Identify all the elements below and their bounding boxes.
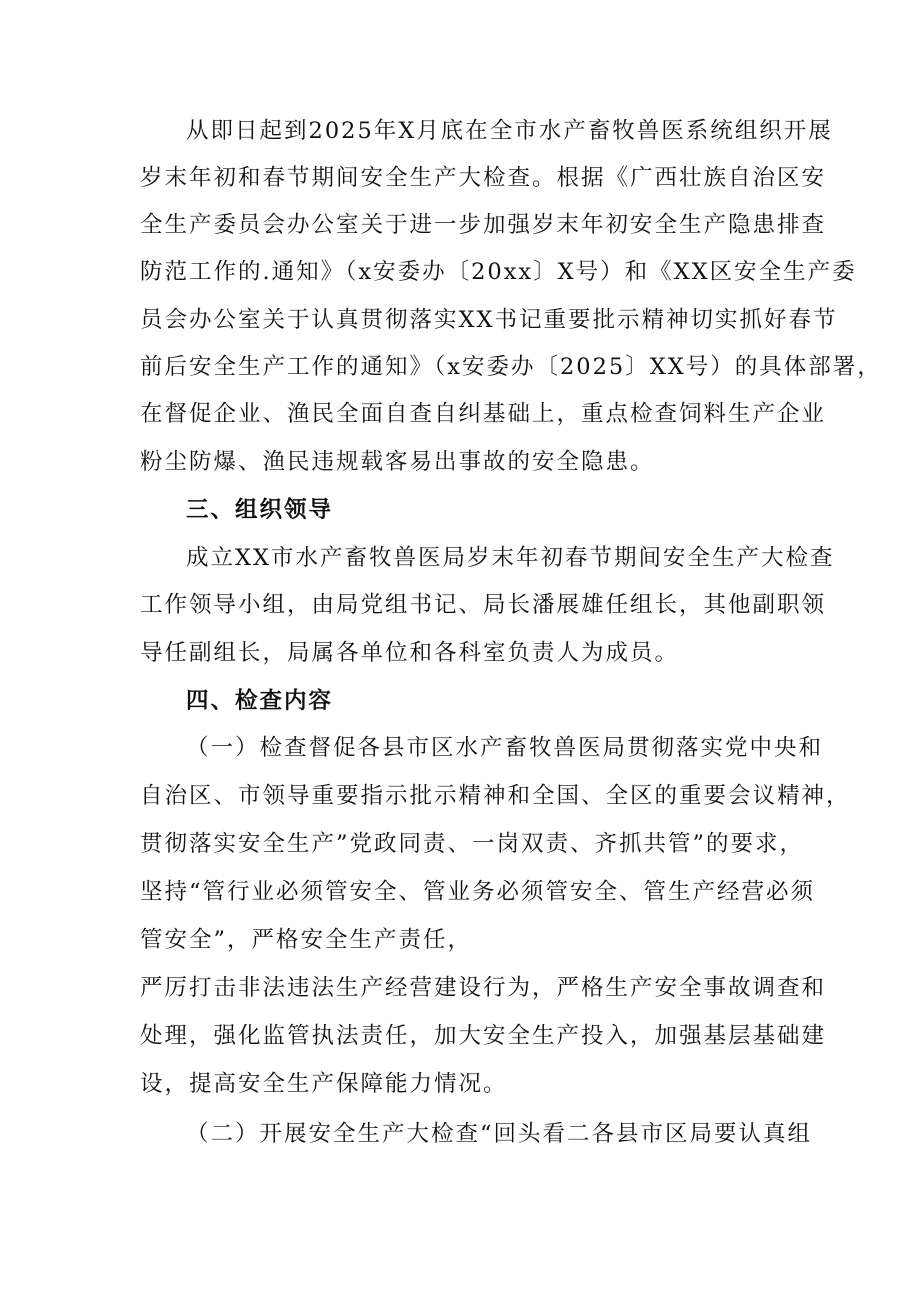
section-heading-4: 四、检查内容	[186, 688, 334, 714]
paragraph-3-line-2: 自治区、市领导重要指示批示精神和全国、全区的重要会议精神，	[140, 783, 851, 809]
paragraph-1-line-1: 从即日起到2025年X月底在全市水产畜牧兽医系统组织开展	[186, 118, 833, 144]
paragraph-3-line-8: 设，提高安全生产保障能力情况。	[140, 1071, 508, 1097]
paragraph-3-line-1: （一）检查督促各县市区水产畜牧兽医局贯彻落实党中央和	[186, 735, 824, 761]
paragraph-3-line-6: 严厉打击非法违法生产经营建设行为，严格生产安全事故调查和	[140, 975, 827, 1001]
paragraph-3-line-5: 管安全”，严格安全生产责任，	[140, 927, 473, 953]
paragraph-4-line-1: （二）开展安全生产大检查“回头看二各县市区局要认真组	[186, 1121, 813, 1147]
paragraph-1-line-2: 岁末年初和春节期间安全生产大检查。根据《广西壮族自治区安	[140, 165, 827, 191]
section-heading-3: 三、组织领导	[186, 497, 334, 523]
paragraph-1-line-6: 前后安全生产工作的通知》（x安委办〔2025〕XX号）的具体部署，	[140, 354, 882, 380]
paragraph-1-line-5: 员会办公室关于认真贯彻落实XX书记重要批示精神切实抓好春节	[140, 307, 838, 333]
paragraph-1-line-7: 在督促企业、渔民全面自查自纠基础上，重点检查饲料生产企业	[140, 401, 827, 427]
paragraph-2-line-1: 成立XX市水产畜牧兽医局岁末年初春节期间安全生产大检查	[186, 545, 835, 571]
paragraph-2-line-3: 导任副组长，局属各单位和各科室负责人为成员。	[140, 640, 680, 666]
paragraph-1-line-8: 粉尘防爆、渔民违规载客易出事故的安全隐患。	[140, 449, 655, 475]
paragraph-3-line-7: 处理，强化监管执法责任，加大安全生产投入，加强基层基础建	[140, 1023, 827, 1049]
paragraph-3-line-3: 贯彻落实安全生产”党政同责、一岗双责、齐抓共管”的要求，	[140, 831, 805, 857]
paragraph-1-line-4: 防范工作的.通知》（x安委办〔20xx〕X号）和《XX区安全生产委	[140, 259, 857, 285]
paragraph-1-line-3: 全生产委员会办公室关于进一步加强岁末年初安全生产隐患排查	[140, 212, 827, 238]
paragraph-2-line-2: 工作领导小组，由局党组书记、局长潘展雄任组长，其他副职领	[140, 592, 827, 618]
paragraph-3-line-4: 坚持“管行业必须管安全、管业务必须管安全、管生产经营必须	[140, 879, 816, 905]
